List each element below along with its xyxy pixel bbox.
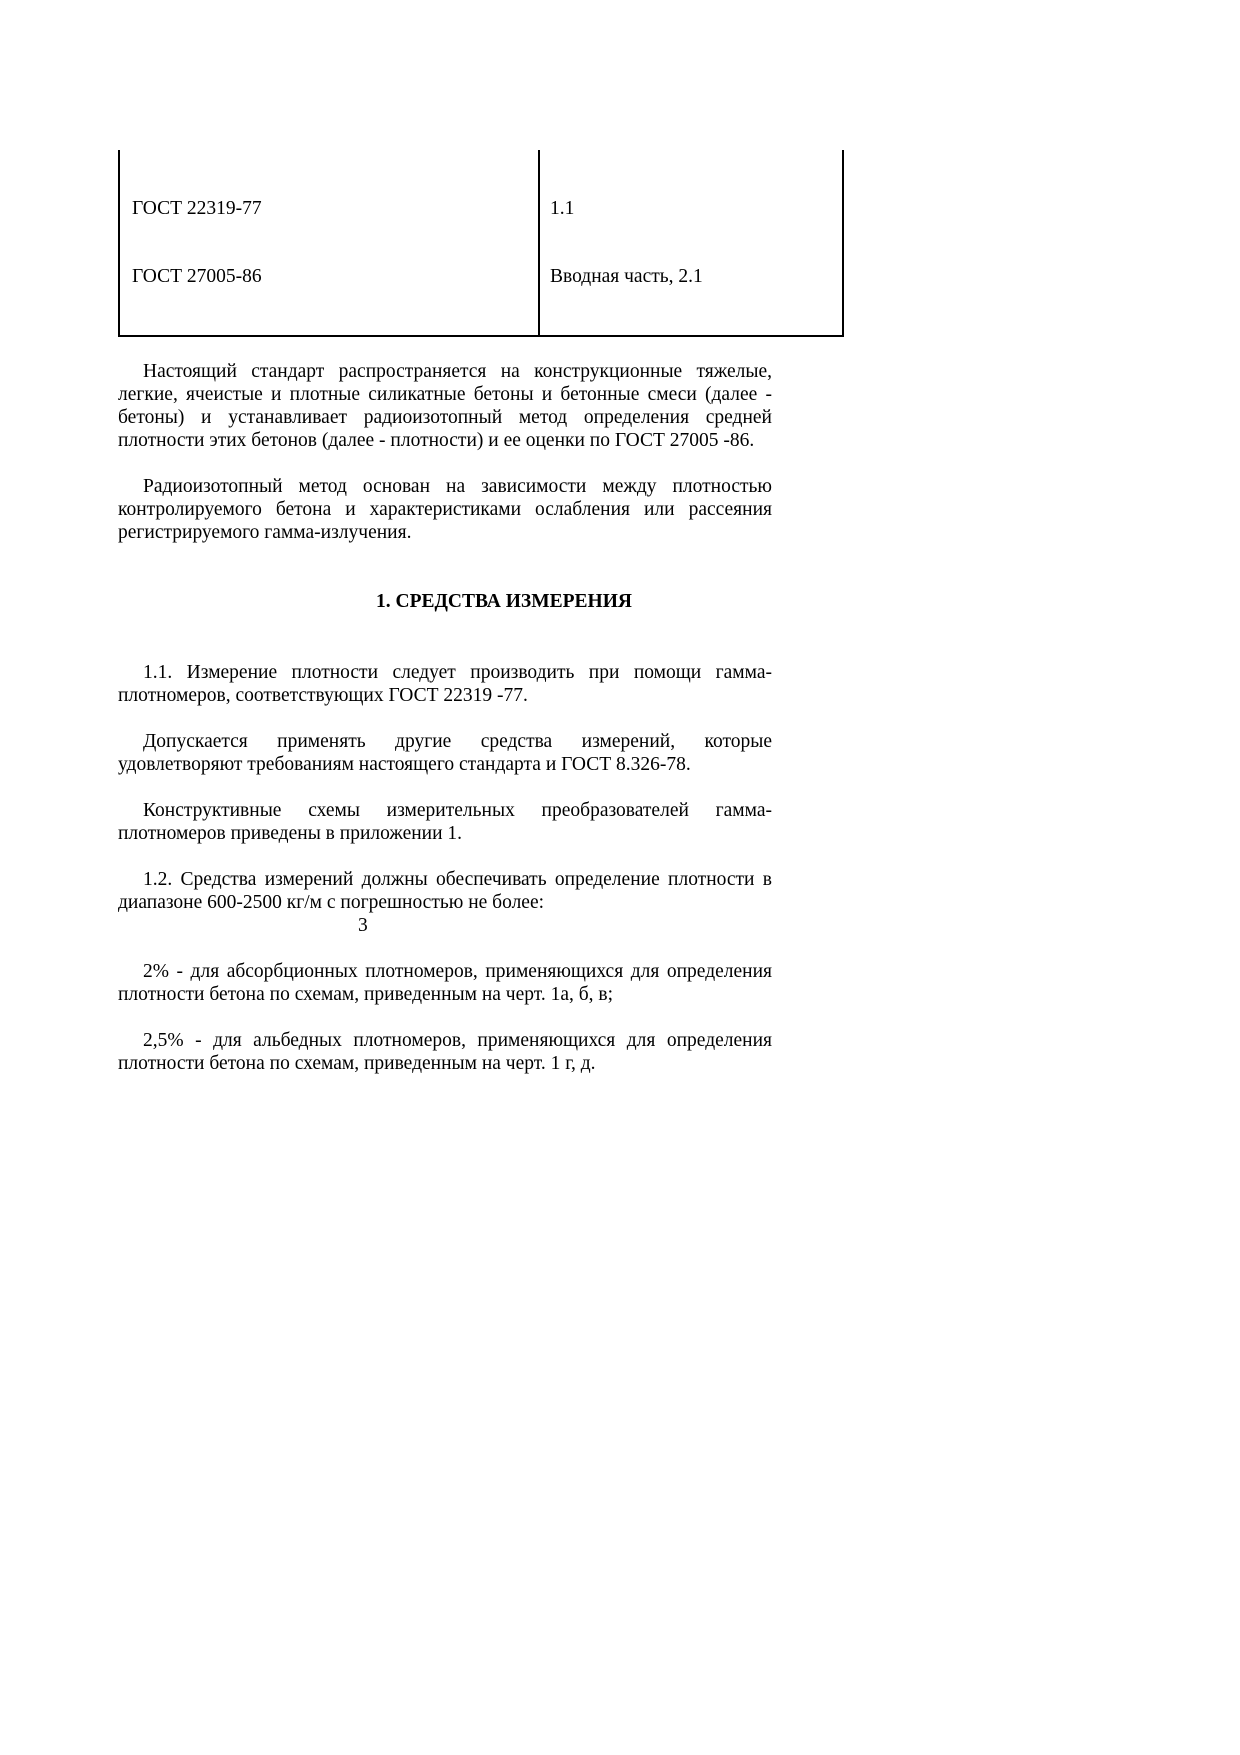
unit-exponent-line bbox=[118, 914, 772, 937]
table-cell-section: 1.1 bbox=[550, 198, 575, 219]
clause-paragraph: 2,5% - для альбедных плотномеров, применяющихся для определения плотности бетона по схемам, приведенным на черт. 1 г, д. bbox=[118, 1030, 772, 1074]
table-cell-doc: ГОСТ 22319-77 bbox=[132, 198, 262, 219]
intro-paragraph: Настоящий стандарт распространяется на конструкционные тяжелые, легкие, ячеистые и плотные силикатные бетоны и бетонные смеси (далее - бетоны) и устанавливает радиоизотопный метод определения средней плотности этих бетонов (далее - плотности) и ее оценки по ГОСТ 27005 -86. bbox=[118, 361, 772, 451]
unit-exponent: 3 bbox=[358, 915, 368, 936]
table-cell-doc: ГОСТ 27005-86 bbox=[132, 266, 262, 287]
clause-paragraph: 1.2. Средства измерений должны обеспечивать определение плотности в диапазоне 600-2500 кг/м с погрешностью не более: bbox=[118, 869, 772, 913]
clause-paragraph: 1.1. Измерение плотности следует производить при помощи гамма-плотномеров, соответствующих ГОСТ 22319 -77. bbox=[118, 662, 772, 706]
clause-paragraph: 2% - для абсорбционных плотномеров, применяющихся для определения плотности бетона по схемам, приведенным на черт. 1а, б, в; bbox=[118, 961, 772, 1005]
document-body bbox=[118, 360, 772, 1075]
clause-paragraph: Конструктивные схемы измерительных преобразователей гамма-плотномеров приведены в приложении 1. bbox=[118, 800, 772, 844]
table-column-divider bbox=[538, 150, 540, 335]
table-cell-section: Вводная часть, 2.1 bbox=[550, 266, 703, 287]
section-title: 1. СРЕДСТВА ИЗМЕРЕНИЯ bbox=[376, 591, 632, 612]
reference-table bbox=[118, 150, 844, 337]
intro-paragraph: Радиоизотопный метод основан на зависимости между плотностью контролируемого бетона и характеристиками ослабления или рассеяния регистрируемого гамма-излучения. bbox=[118, 476, 772, 543]
clause-paragraph: Допускается применять другие средства измерений, которые удовлетворяют требованиям настоящего стандарта и ГОСТ 8.326-78. bbox=[118, 731, 772, 775]
